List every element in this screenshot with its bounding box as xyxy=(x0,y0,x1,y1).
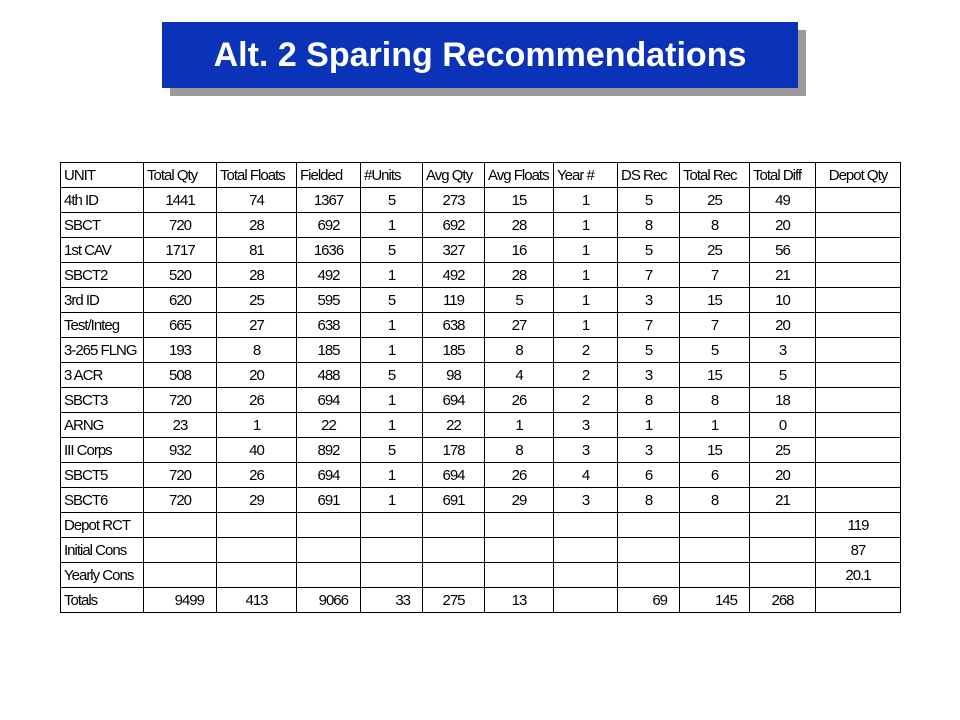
table-cell: 1 xyxy=(361,488,423,513)
table-cell: 3 xyxy=(618,288,680,313)
table-cell: 29 xyxy=(217,488,297,513)
table-cell: 56 xyxy=(750,238,816,263)
table-cell: 3 xyxy=(618,363,680,388)
table-row xyxy=(61,338,901,363)
table-cell: 1441 xyxy=(144,188,217,213)
table-cell: 27 xyxy=(485,313,554,338)
table-row xyxy=(61,438,901,463)
table-cell xyxy=(554,513,618,538)
table-cell xyxy=(554,588,618,613)
table-cell: 185 xyxy=(423,338,485,363)
table-cell xyxy=(816,338,901,363)
table-cell: 1 xyxy=(361,213,423,238)
table-cell: 20 xyxy=(750,463,816,488)
table-cell: 16 xyxy=(485,238,554,263)
table-cell: 2 xyxy=(554,363,618,388)
table-cell: 720 xyxy=(144,388,217,413)
table-cell: 327 xyxy=(423,238,485,263)
table-cell: 1 xyxy=(361,263,423,288)
table-cell: 7 xyxy=(680,313,750,338)
table-cell: 1 xyxy=(554,263,618,288)
table-cell: 1 xyxy=(361,413,423,438)
table-cell: 22 xyxy=(423,413,485,438)
unit-cell: 3 ACR xyxy=(61,363,144,388)
unit-cell: Test/Integ xyxy=(61,313,144,338)
table-cell: 98 xyxy=(423,363,485,388)
unit-cell: SBCT xyxy=(61,213,144,238)
table-row xyxy=(61,588,901,613)
table-cell: 3 xyxy=(618,438,680,463)
table-row xyxy=(61,238,901,263)
table-row xyxy=(61,363,901,388)
table-cell: 694 xyxy=(423,388,485,413)
table-cell: 1 xyxy=(361,313,423,338)
column-header: Total Qty xyxy=(144,163,217,188)
slide-title-text: Alt. 2 Sparing Recommendations xyxy=(213,35,747,74)
table-cell xyxy=(144,538,217,563)
table-cell: 1 xyxy=(361,463,423,488)
table-cell: 3 xyxy=(554,488,618,513)
header-row xyxy=(61,163,901,188)
table-cell: 28 xyxy=(485,213,554,238)
table-row xyxy=(61,463,901,488)
table-cell: 40 xyxy=(217,438,297,463)
table-cell: 692 xyxy=(423,213,485,238)
table-cell xyxy=(816,288,901,313)
table-cell: 21 xyxy=(750,488,816,513)
table-cell: 1 xyxy=(618,413,680,438)
table-cell: 26 xyxy=(485,463,554,488)
table-cell: 1 xyxy=(217,413,297,438)
unit-cell: SBCT5 xyxy=(61,463,144,488)
unit-cell: SBCT2 xyxy=(61,263,144,288)
table-cell: 492 xyxy=(423,263,485,288)
column-header: Total Floats xyxy=(217,163,297,188)
table-cell: 694 xyxy=(297,463,361,488)
table-cell: 5 xyxy=(361,288,423,313)
table-cell: 1 xyxy=(361,338,423,363)
column-header: Total Diff xyxy=(750,163,816,188)
table-cell: 33 xyxy=(361,588,423,613)
table-cell: 2 xyxy=(554,388,618,413)
table-cell xyxy=(361,538,423,563)
table-cell: 178 xyxy=(423,438,485,463)
table-cell: 488 xyxy=(297,363,361,388)
table-cell: 1 xyxy=(680,413,750,438)
table-row xyxy=(61,413,901,438)
table-cell: 694 xyxy=(297,388,361,413)
table-cell: 69 xyxy=(618,588,680,613)
unit-cell: Initial Cons xyxy=(61,538,144,563)
table-cell: 5 xyxy=(618,338,680,363)
table-cell: 665 xyxy=(144,313,217,338)
table-cell: 3 xyxy=(554,438,618,463)
table-cell: 23 xyxy=(144,413,217,438)
table-cell: 5 xyxy=(750,363,816,388)
table-cell: 119 xyxy=(816,513,901,538)
table-cell xyxy=(680,538,750,563)
table-cell: 413 xyxy=(217,588,297,613)
column-header: #Units xyxy=(361,163,423,188)
table-cell: 7 xyxy=(618,313,680,338)
table-cell: 15 xyxy=(680,288,750,313)
table-cell xyxy=(144,563,217,588)
table-cell xyxy=(485,513,554,538)
unit-cell: 3-265 FLNG xyxy=(61,338,144,363)
table-row xyxy=(61,288,901,313)
table-cell: 275 xyxy=(423,588,485,613)
table-row xyxy=(61,213,901,238)
table-cell: 185 xyxy=(297,338,361,363)
table-cell xyxy=(816,313,901,338)
table-cell: 74 xyxy=(217,188,297,213)
table-row xyxy=(61,188,901,213)
table-cell: 8 xyxy=(618,213,680,238)
unit-cell: 4th ID xyxy=(61,188,144,213)
column-header: DS Rec xyxy=(618,163,680,188)
table-cell: 20 xyxy=(750,213,816,238)
table-cell: 1636 xyxy=(297,238,361,263)
table-body xyxy=(61,188,901,613)
table-cell: 8 xyxy=(618,388,680,413)
table-cell: 20.1 xyxy=(816,563,901,588)
column-header: UNIT xyxy=(61,163,144,188)
table-cell: 20 xyxy=(750,313,816,338)
table-cell: 8 xyxy=(680,388,750,413)
table-cell: 25 xyxy=(217,288,297,313)
table-cell: 3 xyxy=(554,413,618,438)
slide-title xyxy=(162,22,798,88)
table-cell xyxy=(297,538,361,563)
table-cell: 691 xyxy=(423,488,485,513)
table-cell xyxy=(618,513,680,538)
table-cell: 29 xyxy=(485,488,554,513)
unit-cell: III Corps xyxy=(61,438,144,463)
table-row xyxy=(61,488,901,513)
table-cell xyxy=(554,563,618,588)
table-row xyxy=(61,388,901,413)
table-cell xyxy=(423,538,485,563)
table-row xyxy=(61,563,901,588)
table-cell: 1 xyxy=(554,313,618,338)
table-cell xyxy=(423,513,485,538)
table-cell: 9499 xyxy=(144,588,217,613)
table-cell xyxy=(750,538,816,563)
table-cell: 692 xyxy=(297,213,361,238)
table-row xyxy=(61,263,901,288)
sparing-table xyxy=(60,162,901,613)
table-cell: 15 xyxy=(680,363,750,388)
table-cell: 15 xyxy=(680,438,750,463)
table-row xyxy=(61,513,901,538)
table-cell: 595 xyxy=(297,288,361,313)
table-cell: 26 xyxy=(217,463,297,488)
table-cell: 1717 xyxy=(144,238,217,263)
table-cell: 28 xyxy=(217,213,297,238)
table-cell: 720 xyxy=(144,488,217,513)
table-cell: 8 xyxy=(485,338,554,363)
table-cell: 620 xyxy=(144,288,217,313)
table-cell xyxy=(816,438,901,463)
table-cell xyxy=(816,413,901,438)
table-cell: 6 xyxy=(680,463,750,488)
unit-cell: 3rd ID xyxy=(61,288,144,313)
table-cell: 145 xyxy=(680,588,750,613)
table-cell: 8 xyxy=(485,438,554,463)
table-cell: 6 xyxy=(618,463,680,488)
unit-cell: ARNG xyxy=(61,413,144,438)
table-row xyxy=(61,313,901,338)
unit-cell: SBCT3 xyxy=(61,388,144,413)
table-cell xyxy=(816,388,901,413)
table-cell xyxy=(750,563,816,588)
column-header: Depot Qty xyxy=(816,163,901,188)
table-cell: 1 xyxy=(554,213,618,238)
table-cell: 691 xyxy=(297,488,361,513)
table-cell xyxy=(361,563,423,588)
table-cell: 1 xyxy=(554,188,618,213)
table-cell xyxy=(217,513,297,538)
table-cell: 22 xyxy=(297,413,361,438)
column-header: Avg Qty xyxy=(423,163,485,188)
table-cell xyxy=(217,538,297,563)
table-cell: 932 xyxy=(144,438,217,463)
table-cell: 273 xyxy=(423,188,485,213)
table-cell: 638 xyxy=(423,313,485,338)
table-cell: 7 xyxy=(618,263,680,288)
table-cell: 8 xyxy=(680,488,750,513)
table-cell: 520 xyxy=(144,263,217,288)
table-cell: 5 xyxy=(618,188,680,213)
table-cell: 5 xyxy=(680,338,750,363)
table-cell: 8 xyxy=(680,213,750,238)
column-header: Avg Floats xyxy=(485,163,554,188)
table-cell: 892 xyxy=(297,438,361,463)
table-cell: 268 xyxy=(750,588,816,613)
table-cell: 5 xyxy=(485,288,554,313)
table-cell: 5 xyxy=(361,188,423,213)
table-cell: 9066 xyxy=(297,588,361,613)
unit-cell: SBCT6 xyxy=(61,488,144,513)
table-cell: 119 xyxy=(423,288,485,313)
table-cell: 5 xyxy=(361,438,423,463)
table-cell: 26 xyxy=(485,388,554,413)
table-cell xyxy=(680,513,750,538)
table-cell: 87 xyxy=(816,538,901,563)
table-cell: 10 xyxy=(750,288,816,313)
table-cell: 638 xyxy=(297,313,361,338)
table-cell: 7 xyxy=(680,263,750,288)
table-cell: 81 xyxy=(217,238,297,263)
column-header: Fielded xyxy=(297,163,361,188)
table-cell: 5 xyxy=(361,363,423,388)
table-cell: 1367 xyxy=(297,188,361,213)
table-cell: 1 xyxy=(485,413,554,438)
table-cell: 25 xyxy=(750,438,816,463)
table-cell: 18 xyxy=(750,388,816,413)
table-cell: 49 xyxy=(750,188,816,213)
table-cell xyxy=(618,563,680,588)
table-cell xyxy=(217,563,297,588)
table-cell: 25 xyxy=(680,188,750,213)
unit-cell: Totals xyxy=(61,588,144,613)
table-cell: 4 xyxy=(485,363,554,388)
table-cell: 15 xyxy=(485,188,554,213)
table-cell: 720 xyxy=(144,463,217,488)
table-cell xyxy=(750,513,816,538)
table-cell xyxy=(423,563,485,588)
table-cell xyxy=(485,563,554,588)
table-cell: 508 xyxy=(144,363,217,388)
table-cell xyxy=(485,538,554,563)
table-cell xyxy=(816,363,901,388)
table-cell: 27 xyxy=(217,313,297,338)
unit-cell: 1st CAV xyxy=(61,238,144,263)
table-cell xyxy=(816,188,901,213)
table-cell: 492 xyxy=(297,263,361,288)
table-cell: 5 xyxy=(361,238,423,263)
table-cell: 5 xyxy=(618,238,680,263)
unit-cell: Depot RCT xyxy=(61,513,144,538)
column-header: Total Rec xyxy=(680,163,750,188)
table-cell: 4 xyxy=(554,463,618,488)
table-cell: 21 xyxy=(750,263,816,288)
table-cell xyxy=(297,513,361,538)
table-cell: 2 xyxy=(554,338,618,363)
table-cell: 8 xyxy=(217,338,297,363)
table-cell: 694 xyxy=(423,463,485,488)
table-cell: 1 xyxy=(361,388,423,413)
table-cell xyxy=(680,563,750,588)
table-cell xyxy=(816,213,901,238)
table-cell: 1 xyxy=(554,288,618,313)
table-cell xyxy=(816,463,901,488)
table-row xyxy=(61,538,901,563)
table-cell: 20 xyxy=(217,363,297,388)
table-cell xyxy=(554,538,618,563)
table-cell: 720 xyxy=(144,213,217,238)
table-cell: 25 xyxy=(680,238,750,263)
table-cell: 28 xyxy=(485,263,554,288)
table-cell xyxy=(816,588,901,613)
table-cell: 8 xyxy=(618,488,680,513)
table-cell xyxy=(618,538,680,563)
table-cell xyxy=(816,488,901,513)
table-cell xyxy=(816,263,901,288)
table-cell xyxy=(361,513,423,538)
table-cell: 28 xyxy=(217,263,297,288)
table-cell: 26 xyxy=(217,388,297,413)
table-cell xyxy=(816,238,901,263)
unit-cell: Yearly Cons xyxy=(61,563,144,588)
table-cell xyxy=(297,563,361,588)
table-cell: 1 xyxy=(554,238,618,263)
table-cell: 13 xyxy=(485,588,554,613)
table-cell xyxy=(144,513,217,538)
column-header: Year # xyxy=(554,163,618,188)
table-cell: 193 xyxy=(144,338,217,363)
table-cell: 3 xyxy=(750,338,816,363)
table-cell: 0 xyxy=(750,413,816,438)
